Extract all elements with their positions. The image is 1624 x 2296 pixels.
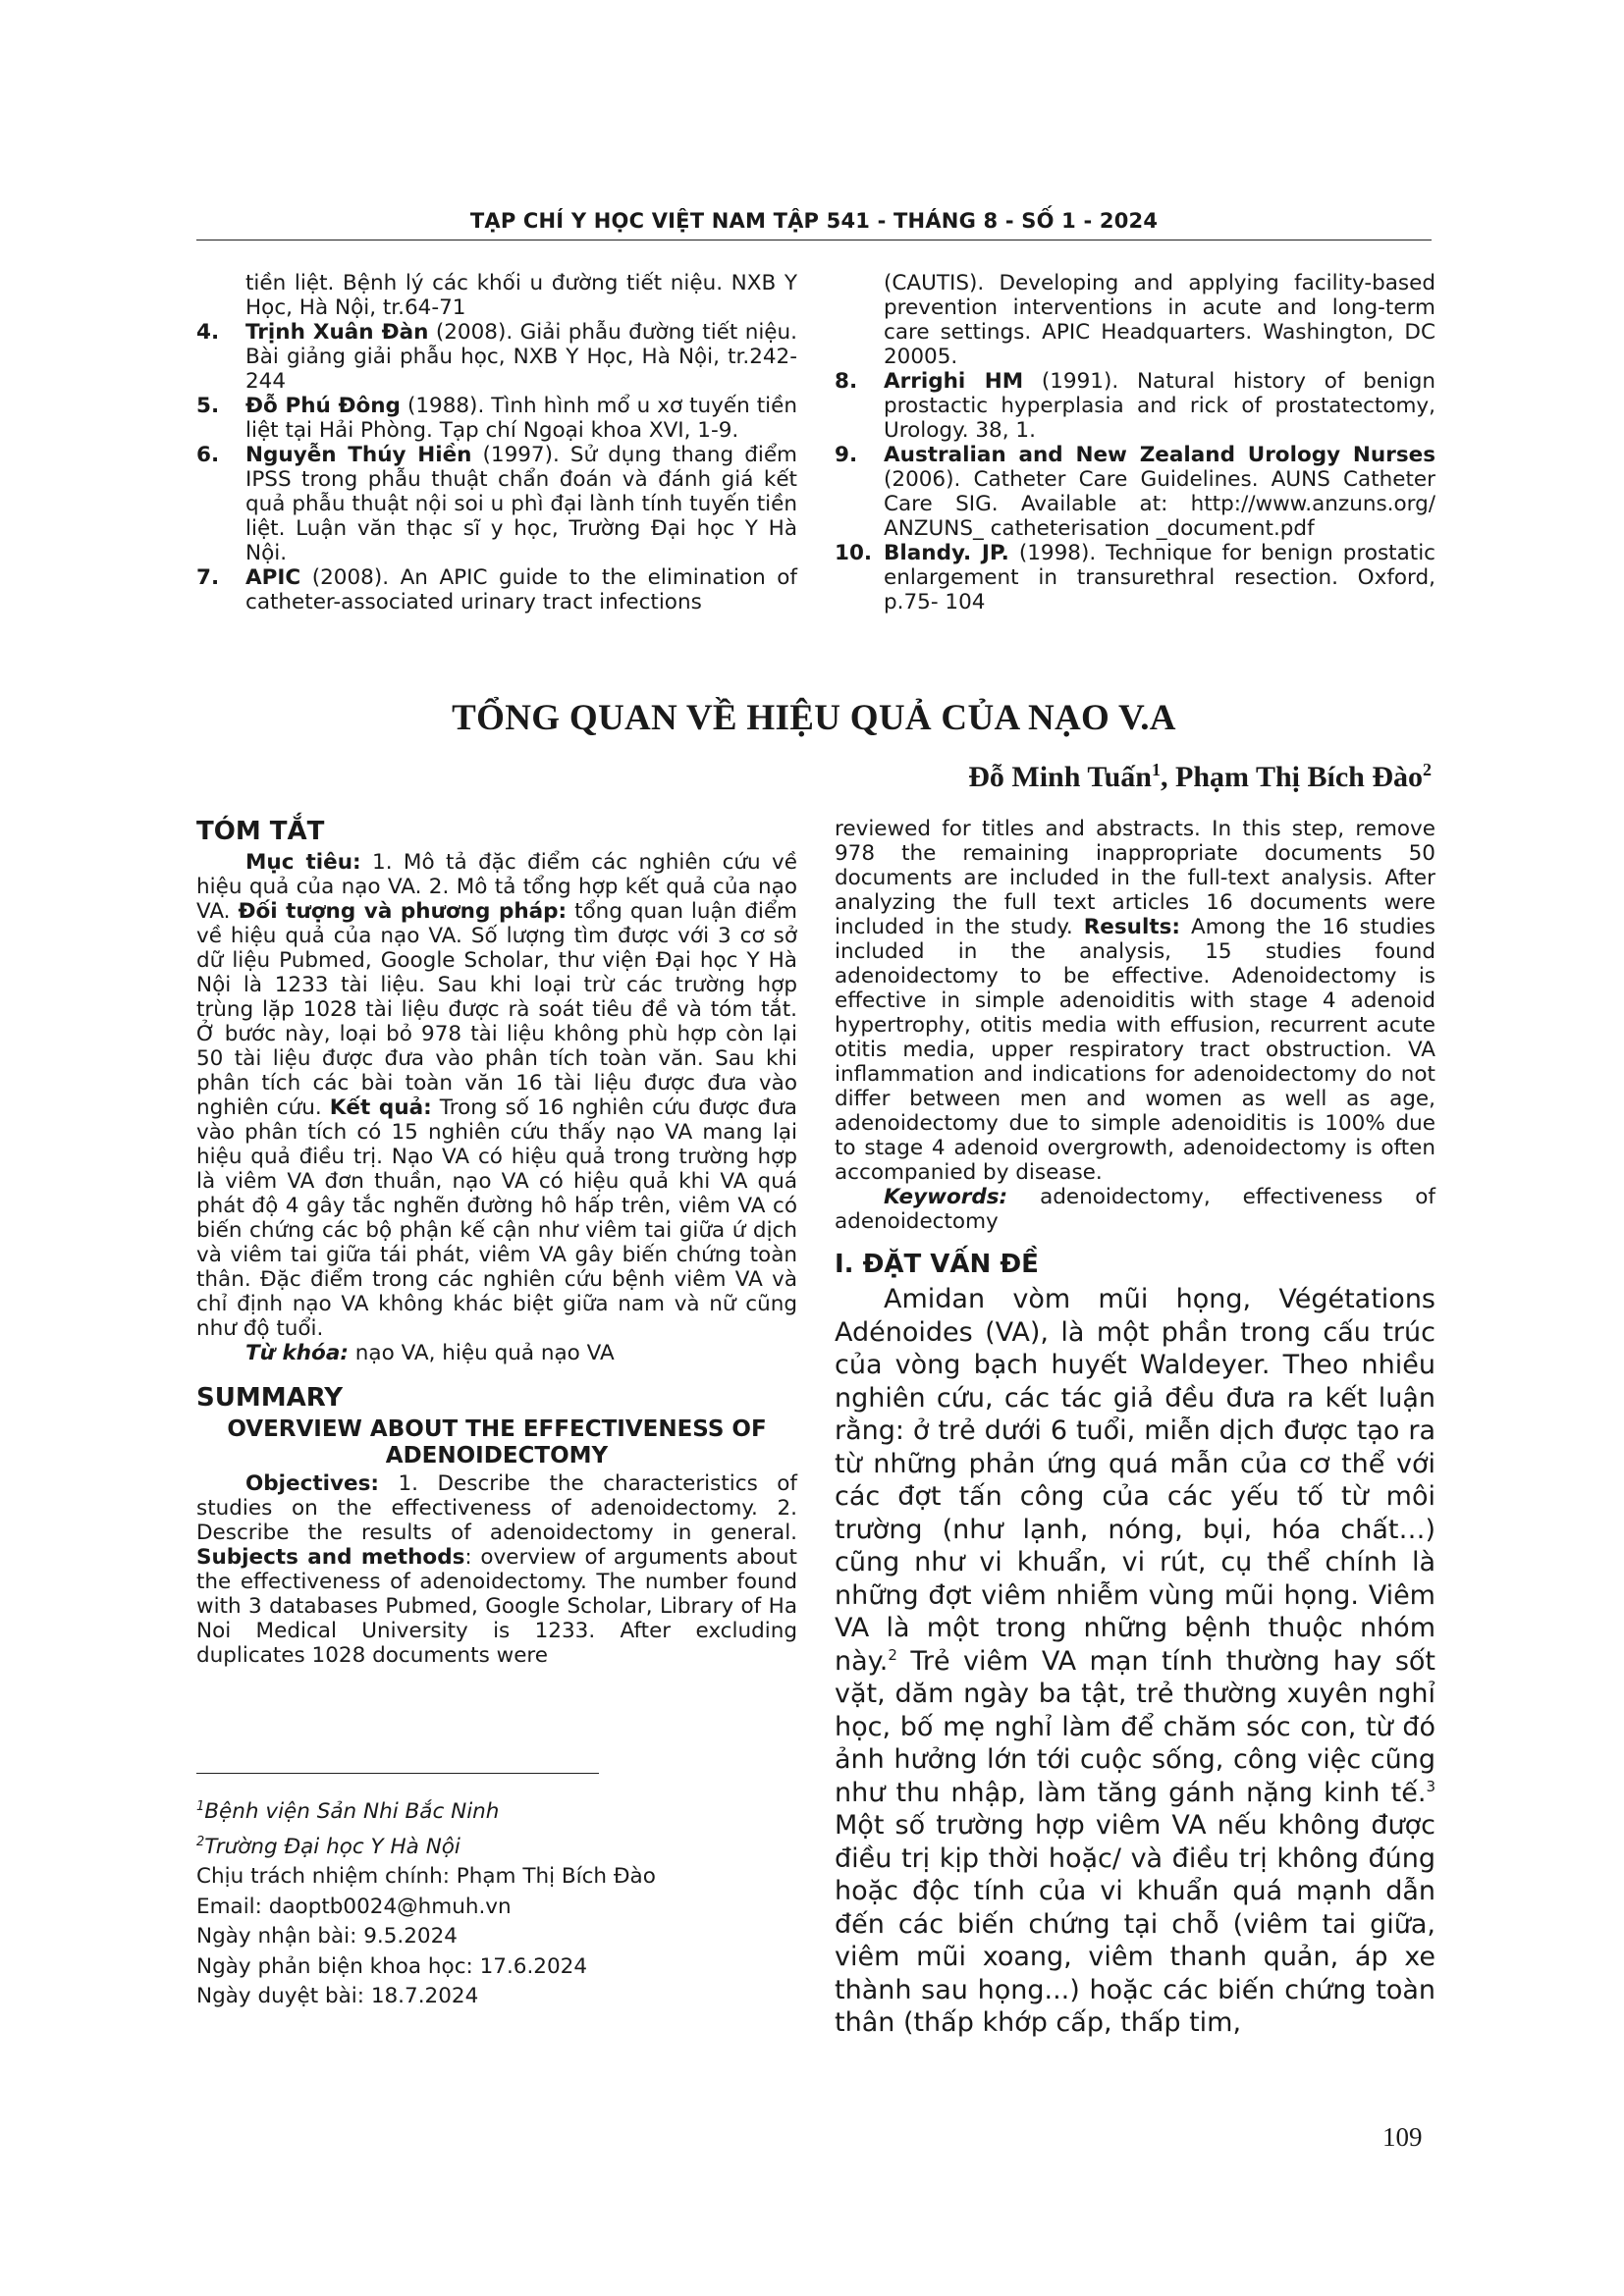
author-name: Đỗ Minh Tuấn <box>968 761 1152 793</box>
keywords-en <box>835 1185 1435 1234</box>
keywords-text: nạo VA, hiệu quả nạo VA <box>348 1341 615 1365</box>
affiliation-mark: 1 <box>196 1799 205 1814</box>
reference-text: (2008). An APIC guide to the elimination of catheter-associated urinary tract infections <box>245 565 797 614</box>
abstract-en-continuation <box>835 817 1435 1185</box>
reference-item <box>835 443 1435 541</box>
reference-author: Australian and New Zealand Urology Nurses <box>884 443 1435 467</box>
methods-text: : overview of arguments about the effectiveness of adenoidectomy. The number found with 3 databases Pubmed, Google Scholar, Library of Ha Noi Medical University is 1233. After excluding duplicates 1028 documents were <box>196 1545 797 1668</box>
methods-label: Subjects and methods <box>196 1545 465 1570</box>
keywords-vi <box>196 1341 797 1365</box>
methods-label: Đối tượng và phương pháp: <box>238 899 568 924</box>
keywords-text: adenoidectomy, effectiveness of adenoidectomy <box>835 1185 1435 1234</box>
reference-item <box>196 394 797 443</box>
date-reviewed: Ngày phản biện khoa học: 17.6.2024 <box>196 1953 588 1979</box>
article-title: TỔNG QUAN VỀ HIỆU QUẢ CỦA NẠO V.A <box>452 698 1176 738</box>
reference-text: tiền liệt. Bệnh lý các khối u đường tiết niệu. NXB Y Học, Hà Nội, tr.64-71 <box>245 271 797 320</box>
methods-text: tổng quan luận điểm về hiệu quả của nạo VA. Số lượng tìm được với 3 cơ sở dữ liệu Pubmed, Google Scholar, thư viện Đại học Y Hà Nội là 1233 tài liệu. Sau khi loại trừ các trường hợp trùng lặp 1028 tài liệu được rà soát tiêu đề và tóm tắt. Ở bước này, loại bỏ 978 tài liệu không phù hợp còn lại 50 tài liệu được đưa vào phân tích toàn văn. Sau khi phân tích các bài toàn văn 16 tài liệu được đưa vào nghiên cứu. <box>196 899 797 1120</box>
introduction-body <box>835 1283 1435 2040</box>
reference-text: (1998). Technique for benign prostatic enlargement in transurethral resection. Oxford, p.75- 104 <box>884 541 1436 614</box>
reference-item <box>835 541 1435 614</box>
author-name: Phạm Thị Bích Đào <box>1175 761 1423 793</box>
reference-item <box>196 565 797 614</box>
affiliation-1 <box>196 1792 797 1828</box>
reference-item <box>835 271 1435 369</box>
affiliation-text: Trường Đại học Y Hà Nội <box>204 1834 460 1859</box>
footnotes <box>196 1792 797 2012</box>
reference-author: Trịnh Xuân Đàn <box>245 320 429 345</box>
results-label: Results: <box>1083 915 1181 939</box>
intro-text: Một số trường hợp viêm VA nếu không được điều trị kịp thời hoặc/ và điều trị không đúng hoặc độc tính của vi khuẩn quá mạnh dẫn đến các biến chứng tại chỗ (viêm tai giữa, viêm mũi xoang, viêm thanh quản, áp xe thành sau họng...) hoặc các biến chứng toàn thân (thấp khớp cấp, thấp tim, <box>835 1810 1435 2038</box>
intro-text: Trẻ viêm VA mạn tính thường hay sốt vặt, dăm ngày ba tật, trẻ thường xuyên nghỉ học, bố mẹ nghỉ làm để chăm sóc con, từ đó ảnh hưởng lớn tới cuộc sống, công việc cũng như thu nhập, làm tăng gánh nặng kinh tế. <box>835 1645 1435 1808</box>
objectives-label: Objectives: <box>245 1471 380 1496</box>
results-label: Kết quả: <box>329 1095 432 1120</box>
running-header: TẠP CHÍ Y HỌC VIỆT NAM TẬP 541 - THÁNG 8 - SỐ 1 - 2024 <box>469 209 1159 233</box>
results-text: Among the 16 studies included in the analysis, 15 studies found adenoidectomy to be effective. Adenoidectomy is effective in simple adenoiditis with stage 4 adenoid hypertrophy, otitis media with effusion, recurrent acute otitis media, upper respiratory tract obstruction. VA inflammation and indications for adenoidectomy do not differ between men and women as well as age, adenoidectomy due to simple adenoiditis is 100% due to stage 4 adenoid overgrowth, adenoidectomy is often accompanied by disease. <box>835 915 1435 1185</box>
email: Email: daoptb0024@hmuh.vn <box>196 1894 512 1919</box>
objective-label: Mục tiêu: <box>245 850 361 875</box>
author-separator: , <box>1161 761 1175 793</box>
abstract-en-paragraph <box>196 1471 797 1668</box>
reference-item <box>196 320 797 394</box>
reference-author: Đỗ Phú Đông <box>245 394 401 418</box>
reference-number: 9. <box>835 443 858 467</box>
author-affiliation-mark: 2 <box>1423 760 1432 779</box>
left-column <box>196 817 797 1668</box>
reference-author: Arrighi HM <box>884 369 1024 394</box>
corresponding-author: Chịu trách nhiệm chính: Phạm Thị Bích Đào <box>196 1864 656 1890</box>
citation-mark: 3 <box>1426 1777 1435 1795</box>
affiliation-2 <box>196 1828 797 1863</box>
intro-text: Amidan vòm mũi họng, Végétations Adénoides (VA), là một phần trong cấu trúc của vòng bạch huyết Waldeyer. Theo nhiều nghiên cứu, các tác giả đều đưa ra kết luận rằng: ở trẻ dưới 6 tuổi, miễn dịch được tạo ra từ những phản ứng quá mẫn của cơ thể với các đợt tấn công của các yếu tố từ môi trường (như lạnh, nóng, bụi, hóa chất…) cũng như vi khuẩn, vi rút, cụ thể chính là những đợt viêm nhiễm vùng mũi họng. Viêm VA là một trong những bệnh thuộc nhóm này. <box>835 1284 1435 1677</box>
article-authors <box>968 760 1432 794</box>
introduction-heading: I. ĐẶT VẤN ĐỀ <box>835 1250 1039 1279</box>
reference-text: (1997). Sử dụng thang điểm IPSS trong phẫu thuật chẩn đoán và đánh giá kết quả phẫu thuật nội soi u phì đại lành tính tuyến tiền liệt. Luận văn thạc sĩ y học, Trường Đại học Y Hà Nội. <box>245 443 798 565</box>
keywords-label: Từ khóa: <box>245 1341 349 1365</box>
introduction-paragraph <box>835 1283 1435 2040</box>
reference-number: 8. <box>835 369 858 394</box>
right-column <box>835 817 1435 2040</box>
reference-text: (1991). Natural history of benign prostactic hyperplasia and rick of prostatectomy, Urology. 38, 1. <box>884 369 1435 443</box>
results-text: Trong số 16 nghiên cứu được đưa vào phân tích có 15 nghiên cứu thấy nạo VA mang lại hiệu quả điều trị. Nạo VA có hiệu quả trong trường hợp là viêm VA đơn thuần, nạo VA có hiệu quả khi VA quá phát độ 4 gây tắc nghẽn đường hô hấp trên, viêm VA có biến chứng các bộ phận kế cận như viêm tai giữa ứ dịch và viêm tai giữa tái phát, viêm VA gây biến chứng toàn thân. Đặc điểm trong các nghiên cứu bệnh viêm VA và chỉ định nạo VA không khác biệt giữa nam và nữ cũng như độ tuổi. <box>196 1095 797 1341</box>
author-affiliation-mark: 1 <box>1152 760 1161 779</box>
summary-title: OVERVIEW ABOUT THE EFFECTIVENESS OF ADENOIDECTOMY <box>227 1416 767 1468</box>
affiliation-mark: 2 <box>196 1834 205 1849</box>
references-right-column <box>835 271 1435 614</box>
methods-text-continued: reviewed for titles and abstracts. In this step, remove 978 the remaining inappropriate documents 50 documents are included in the full-text analysis. After analyzing the full text articles 16 documents were included in the study. <box>835 817 1435 939</box>
reference-text: (2008). Giải phẫu đường tiết niệu. Bài giảng giải phẫu học, NXB Y Học, Hà Nội, tr.242- 244 <box>245 320 797 394</box>
citation-mark: 2 <box>888 1645 897 1664</box>
reference-number: 5. <box>196 394 220 418</box>
date-received: Ngày nhận bài: 9.5.2024 <box>196 1924 458 1949</box>
reference-item <box>196 443 797 565</box>
reference-number: 6. <box>196 443 220 467</box>
page-number: 109 <box>1382 2122 1423 2152</box>
date-accepted: Ngày duyệt bài: 18.7.2024 <box>196 1984 479 2009</box>
reference-text: (CAUTIS). Developing and applying facility-based prevention interventions in acute and long-term care settings. APIC Headquarters. Washington, DC 20005. <box>884 271 1435 369</box>
affiliation-text: Bệnh viện Sản Nhi Bắc Ninh <box>204 1799 500 1825</box>
reference-text: (1988). Tình hình mổ u xơ tuyến tiền liệt tại Hải Phòng. Tạp chí Ngoại khoa XVI, 1-9. <box>245 394 797 443</box>
reference-number: 10. <box>835 541 873 565</box>
reference-author: APIC <box>245 565 301 590</box>
abstract-vi-paragraph <box>196 850 797 1341</box>
reference-author: Nguyễn Thúy Hiền <box>245 443 472 467</box>
keywords-label: Keywords: <box>884 1185 1008 1209</box>
reference-number: 7. <box>196 565 220 590</box>
reference-item <box>835 369 1435 443</box>
reference-item <box>196 271 797 320</box>
reference-author: Blandy. JP. <box>884 541 1009 565</box>
abstract-heading: TÓM TẮT <box>196 817 325 846</box>
references-left-column <box>196 271 797 614</box>
objective-text: 1. Mô tả đặc điểm các nghiên cứu về hiệu quả của nạo VA. 2. Mô tả tổng hợp kết quả của nạo VA. <box>196 850 797 924</box>
objectives-text: 1. Describe the characteristics of studies on the effectiveness of adenoidectomy. 2. Describe the results of adenoidectomy in general. <box>196 1471 797 1545</box>
footnote-rule <box>196 1773 599 1774</box>
reference-text: (2006). Catheter Care Guidelines. AUNS Catheter Care SIG. Available at: http://www.anzuns.org/ ANZUNS_ catheterisation _document.pdf <box>884 467 1435 541</box>
summary-heading: SUMMARY <box>196 1383 344 1413</box>
reference-number: 4. <box>196 320 220 345</box>
